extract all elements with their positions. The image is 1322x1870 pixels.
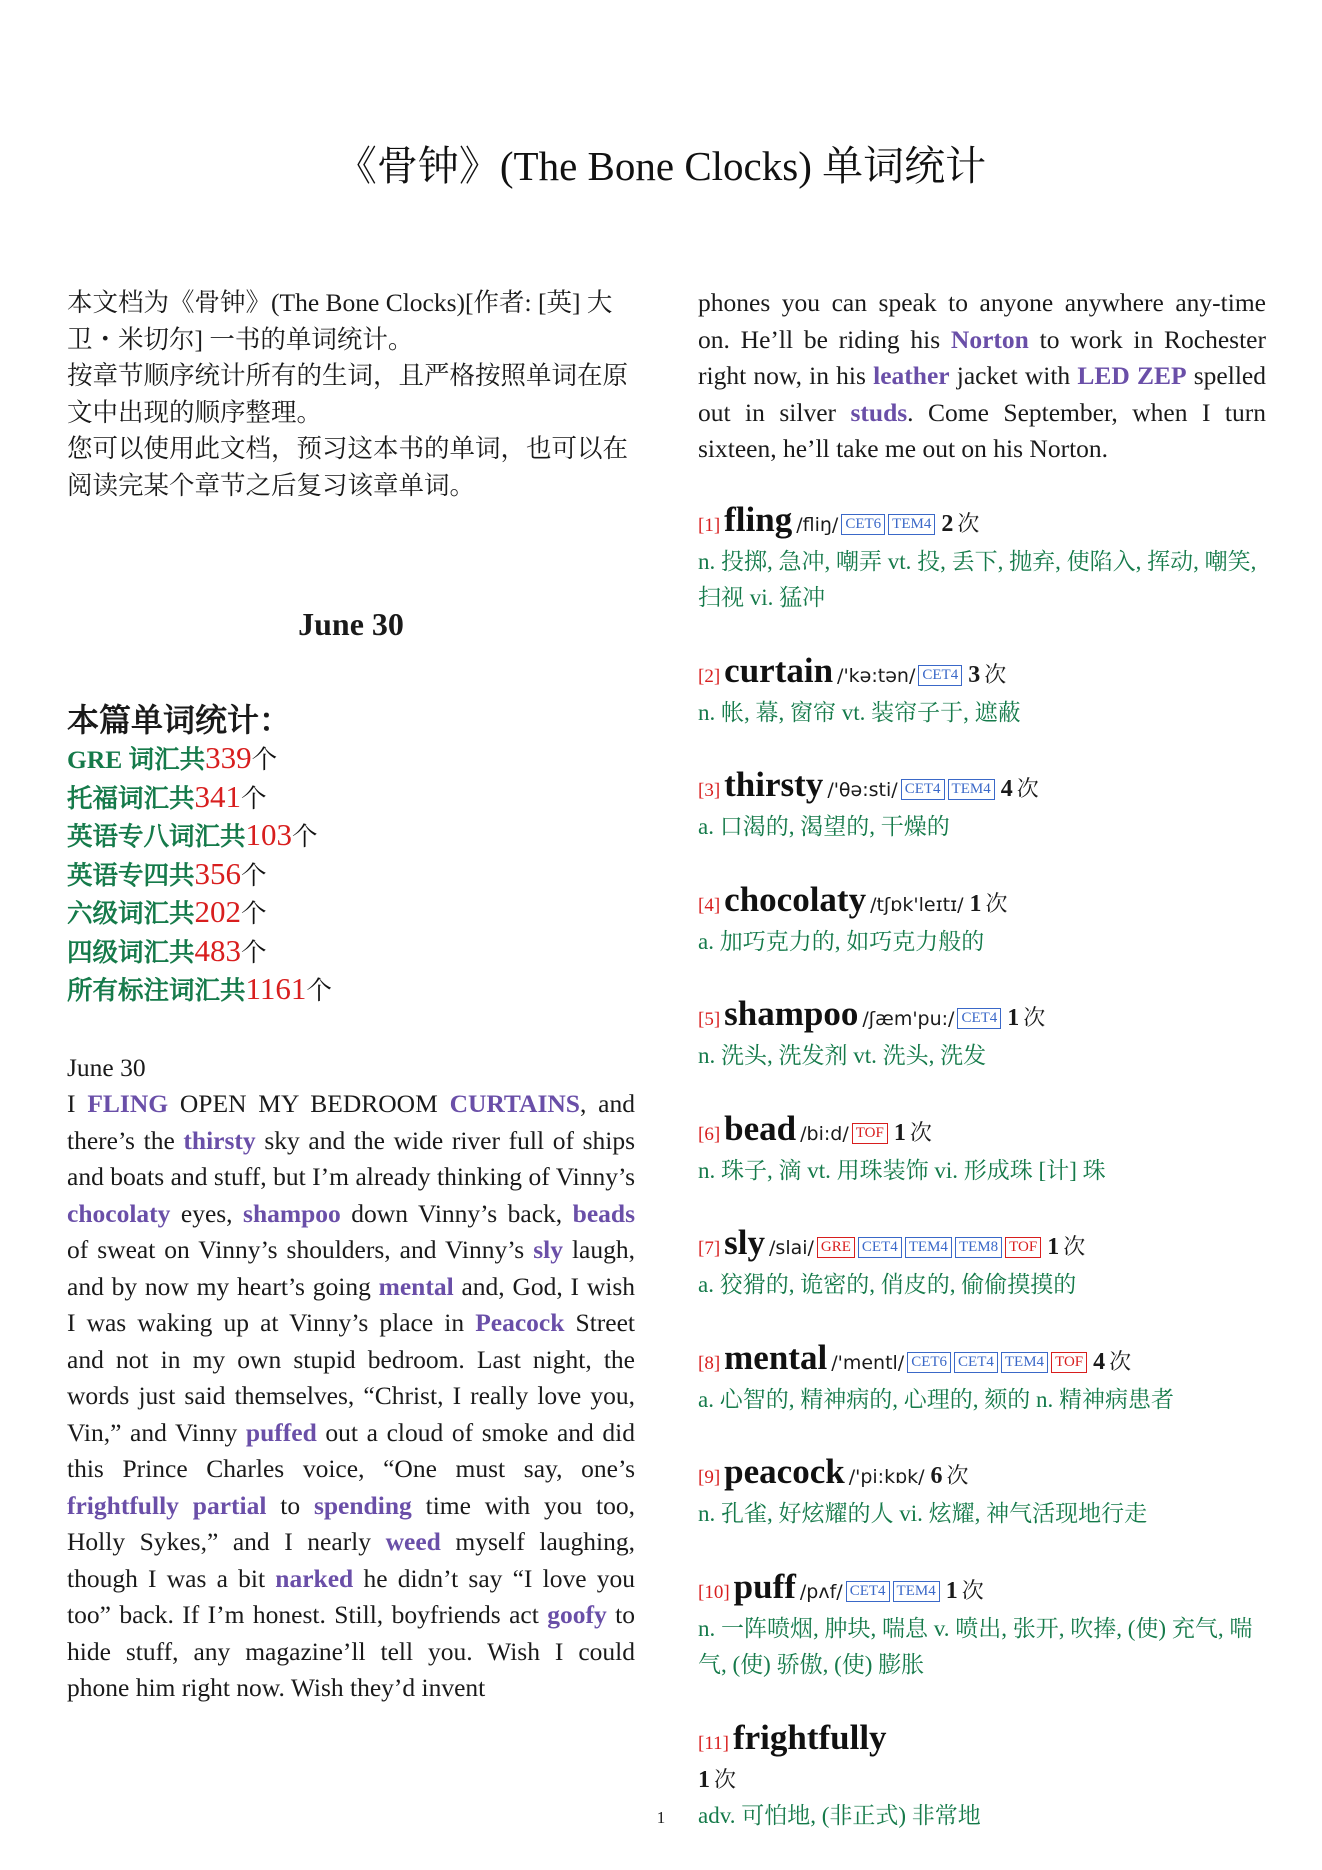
entry-definition: n. 孔雀, 好炫耀的人 vi. 炫耀, 神气活现地行走 [698, 1501, 1148, 1526]
stats-list [67, 740, 635, 1010]
page-number: 1 [656, 1808, 666, 1827]
count-unit: 次 [957, 510, 980, 536]
entry-definition: adv. 可怕地, (非正式) 非常地 [698, 1802, 981, 1828]
highlighted-word: sly [533, 1235, 563, 1264]
entry-phonetic: /ʃæm'pu:/ [862, 1008, 955, 1030]
entry-head [698, 499, 1266, 544]
exam-tag: TOF [852, 1123, 888, 1144]
entry-count: 6 次 [930, 1463, 969, 1489]
entry-phonetic: /pʌf/ [799, 1580, 843, 1603]
entry-word: sly [724, 1223, 766, 1262]
highlighted-word: thirsty [183, 1125, 256, 1155]
highlighted-word: shampoo [243, 1198, 341, 1228]
highlighted-word: studs [850, 397, 908, 427]
stat-label: GRE 词汇共 [67, 745, 206, 774]
entry-phonetic: /'θə:sti/ [827, 779, 898, 801]
entry-phonetic: /tʃɒk'leɪtɪ/ [870, 893, 964, 916]
chapter-heading: June 30 [298, 606, 404, 642]
passage-date: June 30 [67, 1052, 146, 1082]
intro-line: 您可以使用此文档，预习这本书的单词，也可以在阅读完某个章节之后复习该章单词。 [67, 434, 629, 500]
entry-head [698, 1337, 1266, 1382]
highlighted-word: CURTAINS [449, 1089, 580, 1118]
entry-definition: n. 投掷, 急冲, 嘲弄 vt. 投, 丢下, 抛弃, 使陷入, 挥动, 嘲笑, 扫视 vi. 猛冲 [698, 548, 1257, 610]
count-unit: 次 [909, 1119, 932, 1145]
entry-head [698, 1108, 1266, 1153]
entry-definition: a. 加巧克力的, 如巧克力般的 [698, 928, 985, 954]
highlighted-word: narked [275, 1563, 354, 1593]
entry-definition: a. 狡猾的, 诡密的, 俏皮的, 偷偷摸摸的 [698, 1272, 1077, 1297]
count-unit: 次 [714, 1766, 737, 1792]
stats-heading: 本篇单词统计： [67, 702, 292, 738]
highlighted-word: puffed [245, 1417, 317, 1447]
exam-tag: CET4 [957, 1008, 1001, 1029]
highlighted-word: spending [313, 1490, 412, 1520]
entry-index: [3] [698, 780, 721, 801]
count-unit: 次 [984, 661, 1007, 687]
entry-phonetic: /'pi:kɒk/ [848, 1466, 925, 1488]
stat-suffix: 个 [306, 976, 332, 1005]
passage-text: I FLING OPEN MY BEDROOM CURTAINS, and there’s the thirsty sky and the wide river full of ships and boats and stuff, but I’m already thinking of Vinny’s chocolaty eyes, shampoo down Vinny’s back, beads of sweat on Vinny’s shoulders, and Vinny’s sly laugh, and by now my heart’s going mental and, God, I wish I was waking up at Vinny’s place in Peacock Street and not in my own stupid bedroom. Last night, the words just said themselves, “Christ, I really love you, Vin,” and Vinny puffed out a cloud of smoke and did this Prince Charles voice, “One must say, one’s frightfully partial to spending time with you too, Holly Sykes,” and I nearly weed myself laughing, though I was a bit narked he didn’t say “I love you too” back. If I’m honest. Still, boyfriends act goofy to hide stuff, any magazine’ll tell you. Wish I could phone him right now. Wish they’d invent [67, 1089, 636, 1702]
entry-word: shampoo [724, 994, 859, 1033]
exam-tag: TEM8 [955, 1237, 1002, 1258]
entry-head [698, 1454, 1266, 1496]
highlighted-word: frightfully [67, 1490, 179, 1520]
exam-tag: CET4 [954, 1352, 998, 1373]
right-column [698, 285, 1266, 1834]
entry-count: 1 次 [1047, 1234, 1086, 1260]
entry-definition: a. 口渴的, 渴望的, 干燥的 [698, 814, 950, 839]
entry-head [698, 996, 1266, 1038]
stat-count: 341 [194, 778, 242, 814]
exam-tag: TEM4 [905, 1237, 952, 1258]
stat-row [67, 740, 635, 779]
entry-count: 1 次 [893, 1119, 932, 1146]
entry-index: [2] [698, 665, 721, 687]
stat-count: 202 [194, 894, 242, 929]
stat-label: 六级词汇共 [67, 899, 195, 928]
entry-count: 4 次 [1000, 776, 1039, 802]
stat-suffix: 个 [241, 937, 267, 967]
vocab-entry [698, 1108, 1266, 1190]
stat-label: 英语专八词汇共 [67, 822, 246, 851]
entry-word: puff [733, 1566, 796, 1606]
count-unit: 次 [946, 1463, 969, 1488]
entry-count: 2 次 [941, 510, 980, 537]
exam-tag: CET4 [858, 1237, 902, 1258]
highlighted-word: partial [192, 1490, 267, 1520]
entry-index: [1] [698, 514, 721, 536]
stat-suffix: 个 [241, 860, 267, 890]
entry-definition: n. 洗头, 洗发剂 vt. 洗头, 洗发 [698, 1043, 987, 1068]
intro-block [67, 285, 635, 504]
entry-word: mental [724, 1337, 828, 1377]
stat-label: 托福词汇共 [67, 783, 195, 813]
vocab-entry [698, 767, 1266, 846]
stat-row [67, 894, 635, 933]
entry-definition: n. 帐, 幕, 窗帘 vt. 装帘子于, 遮蔽 [698, 699, 1021, 725]
stat-suffix: 个 [292, 822, 318, 851]
vocab-entry [698, 996, 1266, 1075]
vocab-entry [698, 879, 1266, 961]
entry-head [698, 650, 1266, 695]
stat-row [67, 779, 635, 818]
exam-tag: CET4 [846, 1581, 890, 1602]
highlighted-word: Norton [950, 324, 1029, 354]
exam-tag: CET4 [901, 779, 945, 800]
entry-definition: a. 心智的, 精神病的, 心理的, 颏的 n. 精神病患者 [698, 1386, 1174, 1412]
entry-count-line [698, 1762, 1266, 1798]
entry-head [698, 1717, 1266, 1762]
entry-head [698, 767, 1266, 809]
entry-index: [5] [698, 1009, 721, 1030]
entry-phonetic: /'mentl/ [831, 1351, 905, 1374]
entry-count: 1 次 [1007, 1005, 1046, 1031]
exam-tag: TEM4 [948, 779, 995, 800]
stat-count: 1161 [245, 971, 307, 1006]
stat-count: 483 [194, 932, 242, 968]
entry-count: 4 次 [1093, 1348, 1132, 1375]
vocab-entry [698, 1566, 1266, 1684]
stat-row [67, 856, 635, 895]
exam-tag: TEM4 [1001, 1352, 1048, 1373]
entry-index: [8] [698, 1352, 721, 1374]
count-unit: 次 [1109, 1348, 1132, 1374]
entry-word: chocolaty [724, 879, 867, 919]
entry-index: [10] [698, 1581, 730, 1603]
exam-tag: GRE [817, 1237, 855, 1258]
stat-row [67, 971, 635, 1010]
highlighted-word: beads [572, 1198, 635, 1228]
stat-suffix: 个 [251, 745, 278, 774]
highlighted-word: LED ZEP [1077, 361, 1187, 390]
highlighted-word: Peacock [475, 1308, 565, 1337]
exam-tag: CET6 [841, 514, 885, 535]
entry-word: frightfully [732, 1717, 887, 1757]
document-title: 《骨钟》(The Bone Clocks) 单词统计 [335, 143, 987, 189]
stat-label: 英语专四共 [67, 860, 195, 890]
entry-index: [4] [698, 894, 721, 916]
count-unit: 次 [961, 1577, 984, 1603]
entry-index: [11] [698, 1732, 729, 1754]
intro-line: 本文档为《骨钟》(The Bone Clocks)[作者: [英] 大卫・米切尔] 一书的单词统计。 [67, 288, 613, 354]
exam-tag: CET4 [918, 665, 962, 686]
left-column [67, 285, 635, 1707]
highlighted-word: FLING [87, 1089, 169, 1118]
stat-count: 103 [245, 817, 293, 852]
highlighted-word: goofy [547, 1600, 607, 1629]
stat-suffix: 个 [241, 783, 267, 813]
stat-row [67, 817, 635, 856]
entry-count: 1 次 [945, 1577, 984, 1604]
exam-tag: TOF [1005, 1237, 1041, 1258]
entry-word: curtain [724, 650, 834, 690]
entry-count: 1 次 [969, 890, 1008, 917]
stat-label: 所有标注词汇共 [67, 976, 246, 1005]
stat-row [67, 933, 635, 972]
vocabulary-list [698, 499, 1266, 1835]
entry-word: fling [724, 499, 793, 539]
stat-label: 四级词汇共 [67, 937, 195, 967]
vocab-entry [698, 1337, 1266, 1419]
count-unit: 次 [1063, 1234, 1086, 1259]
entry-definition: n. 珠子, 滴 vt. 用珠装饰 vi. 形成珠 [计] 珠 [698, 1157, 1106, 1183]
stat-suffix: 个 [241, 899, 267, 928]
entry-word: peacock [724, 1452, 845, 1491]
highlighted-word: weed [385, 1527, 441, 1556]
count-unit: 次 [1016, 776, 1039, 801]
exam-tag: CET6 [907, 1352, 951, 1373]
entry-index: [6] [698, 1123, 721, 1145]
stat-count: 339 [205, 740, 252, 775]
exam-tag: TEM4 [888, 514, 935, 535]
count-unit: 次 [985, 890, 1008, 916]
entry-count: 1 次 [698, 1766, 737, 1793]
entry-count: 3 次 [968, 661, 1007, 688]
entry-phonetic: /fliŋ/ [796, 513, 839, 536]
highlighted-word: leather [873, 361, 950, 390]
count-unit: 次 [1023, 1005, 1046, 1030]
highlighted-word: chocolaty [67, 1198, 171, 1228]
passage-continuation: phones you can speak to anyone anywhere any-time on. He’ll be riding his Norton to work in Rochester right now, in his leather jacket with LED ZEP spelled out in silver studs. Come September, when I turn sixteen, he’ll take me out on his Norton. [698, 288, 1266, 463]
entry-word: bead [724, 1108, 797, 1148]
vocab-entry [698, 1225, 1266, 1304]
entry-head [698, 1566, 1266, 1611]
entry-head [698, 1225, 1266, 1267]
entry-phonetic: /slai/ [769, 1237, 814, 1259]
entry-index: [7] [698, 1238, 721, 1259]
vocab-entry [698, 499, 1266, 617]
entry-head [698, 879, 1266, 924]
entry-word: thirsty [724, 765, 824, 804]
entry-phonetic: /'kə:tən/ [837, 664, 916, 687]
exam-tag: TEM4 [893, 1581, 940, 1602]
stat-count: 356 [194, 855, 242, 891]
exam-tag: TOF [1051, 1352, 1087, 1373]
entry-definition: n. 一阵喷烟, 肿块, 喘息 v. 喷出, 张开, 吹捧, (使) 充气, 喘气, (使) 骄傲, (使) 膨胀 [698, 1615, 1253, 1677]
entry-phonetic: /bi:d/ [800, 1122, 849, 1145]
vocab-entry [698, 1454, 1266, 1533]
highlighted-word: mental [378, 1271, 454, 1301]
entry-index: [9] [698, 1467, 721, 1488]
vocab-entry [698, 650, 1266, 732]
intro-line: 按章节顺序统计所有的生词，且严格按照单词在原文中出现的顺序整理。 [67, 361, 629, 427]
